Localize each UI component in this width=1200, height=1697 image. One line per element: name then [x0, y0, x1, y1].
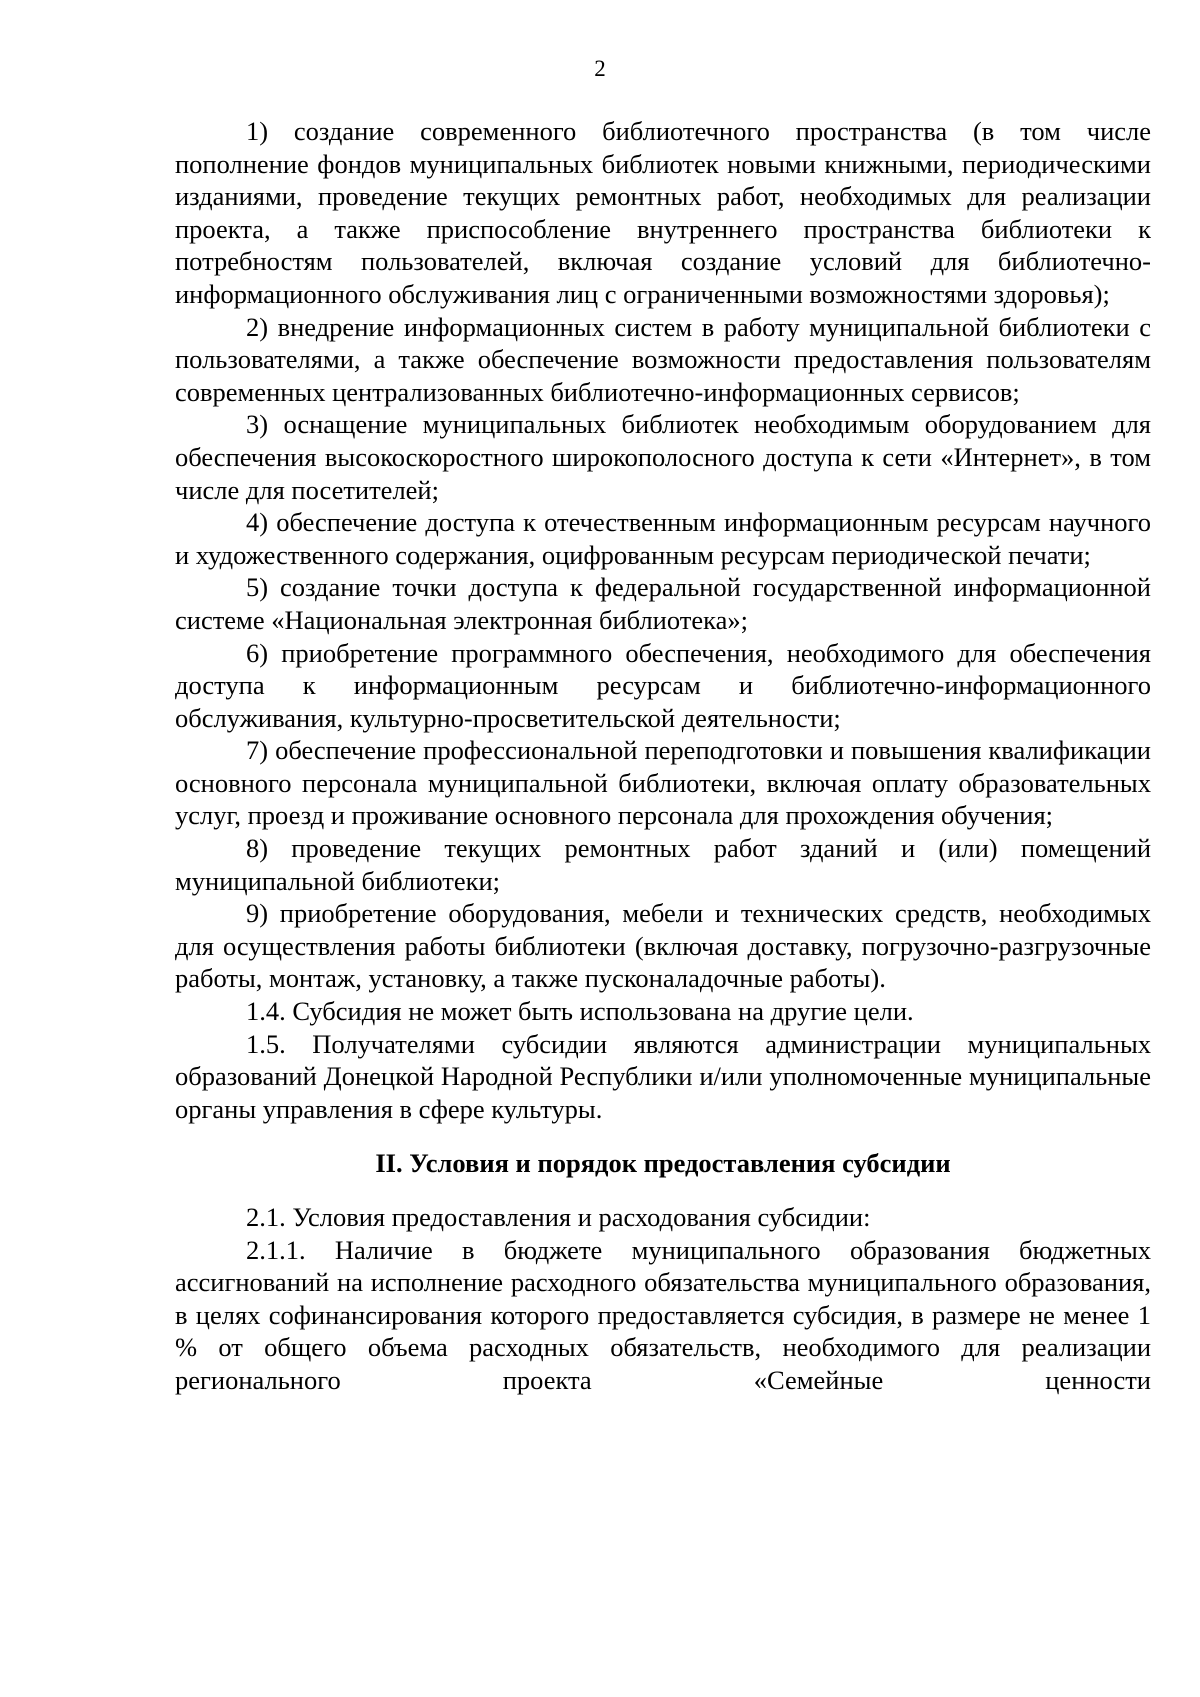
section-2-heading: II. Условия и порядок предоставления субсидии	[375, 1148, 951, 1179]
list-item-8: 8) проведение текущих ремонтных работ зданий и (или) помещений муниципальной библиотеки;	[175, 833, 1151, 896]
document-body	[175, 115, 1151, 1397]
list-item-1: 1) создание современного библиотечного пространства (в том числе пополнение фондов муниципальных библиотек новыми книжными, периодическими изданиями, проведение текущих ремонтных работ, необходимых для реализации проекта, а также приспособление внутреннего пространства библиотеки к потребностям пользователей, включая создание условий для библиотечно-информационного обслуживания лиц с ограниченными возможностями здоровья);	[175, 116, 1151, 309]
clause-1-4: 1.4. Субсидия не может быть использована на другие цели.	[246, 996, 914, 1027]
list-item-3: 3) оснащение муниципальных библиотек необходимым оборудованием для обеспечения высокоскоростного широкополосного доступа к сети «Интернет», в том числе для посетителей;	[175, 409, 1151, 505]
list-item-6: 6) приобретение программного обеспечения, необходимого для обеспечения доступа к информационным ресурсам и библиотечно-информационного обслуживания, культурно-просветительской деятельности;	[175, 637, 1151, 733]
clause-2-1: 2.1. Условия предоставления и расходования субсидии:	[246, 1202, 871, 1232]
list-item-5: 5) создание точки доступа к федеральной государственной информационной системе «Национальная электронная библиотека»;	[175, 572, 1151, 635]
list-item-7: 7) обеспечение профессиональной переподготовки и повышения квалификации основного персонала муниципальной библиотеки, включая оплату образовательных услуг, проезд и проживание основного персонала для прохождения обучения;	[175, 735, 1151, 831]
page-number: 2	[594, 56, 606, 81]
clause-1-5: 1.5. Получателями субсидии являются администрации муниципальных образований Донецкой Народной Республики и/или уполномоченные муниципальные органы управления в сфере культуры.	[175, 1028, 1151, 1124]
clause-2-1-1: 2.1.1. Наличие в бюджете муниципального образования бюджетных ассигнований на исполнение расходного обязательства муниципального образования, в целях софинансирования которого предоставляется субсидия, в размере не менее 1 % от общего объема расходных обязательств, необходимого для реализации регионального проекта «Семейные ценности	[175, 1234, 1151, 1395]
list-item-9: 9) приобретение оборудования, мебели и технических средств, необходимых для осуществления работы библиотеки (включая доставку, погрузочно-разгрузочные работы, монтаж, установку, а также пусконаладочные работы).	[175, 898, 1151, 994]
list-item-2: 2) внедрение информационных систем в работу муниципальной библиотеки с пользователями, а также обеспечение возможности предоставления пользователям современных централизованных библиотечно-информационных сервисов;	[175, 311, 1151, 407]
list-item-4: 4) обеспечение доступа к отечественным информационным ресурсам научного и художественного содержания, оцифрованным ресурсам периодической печати;	[175, 507, 1151, 570]
